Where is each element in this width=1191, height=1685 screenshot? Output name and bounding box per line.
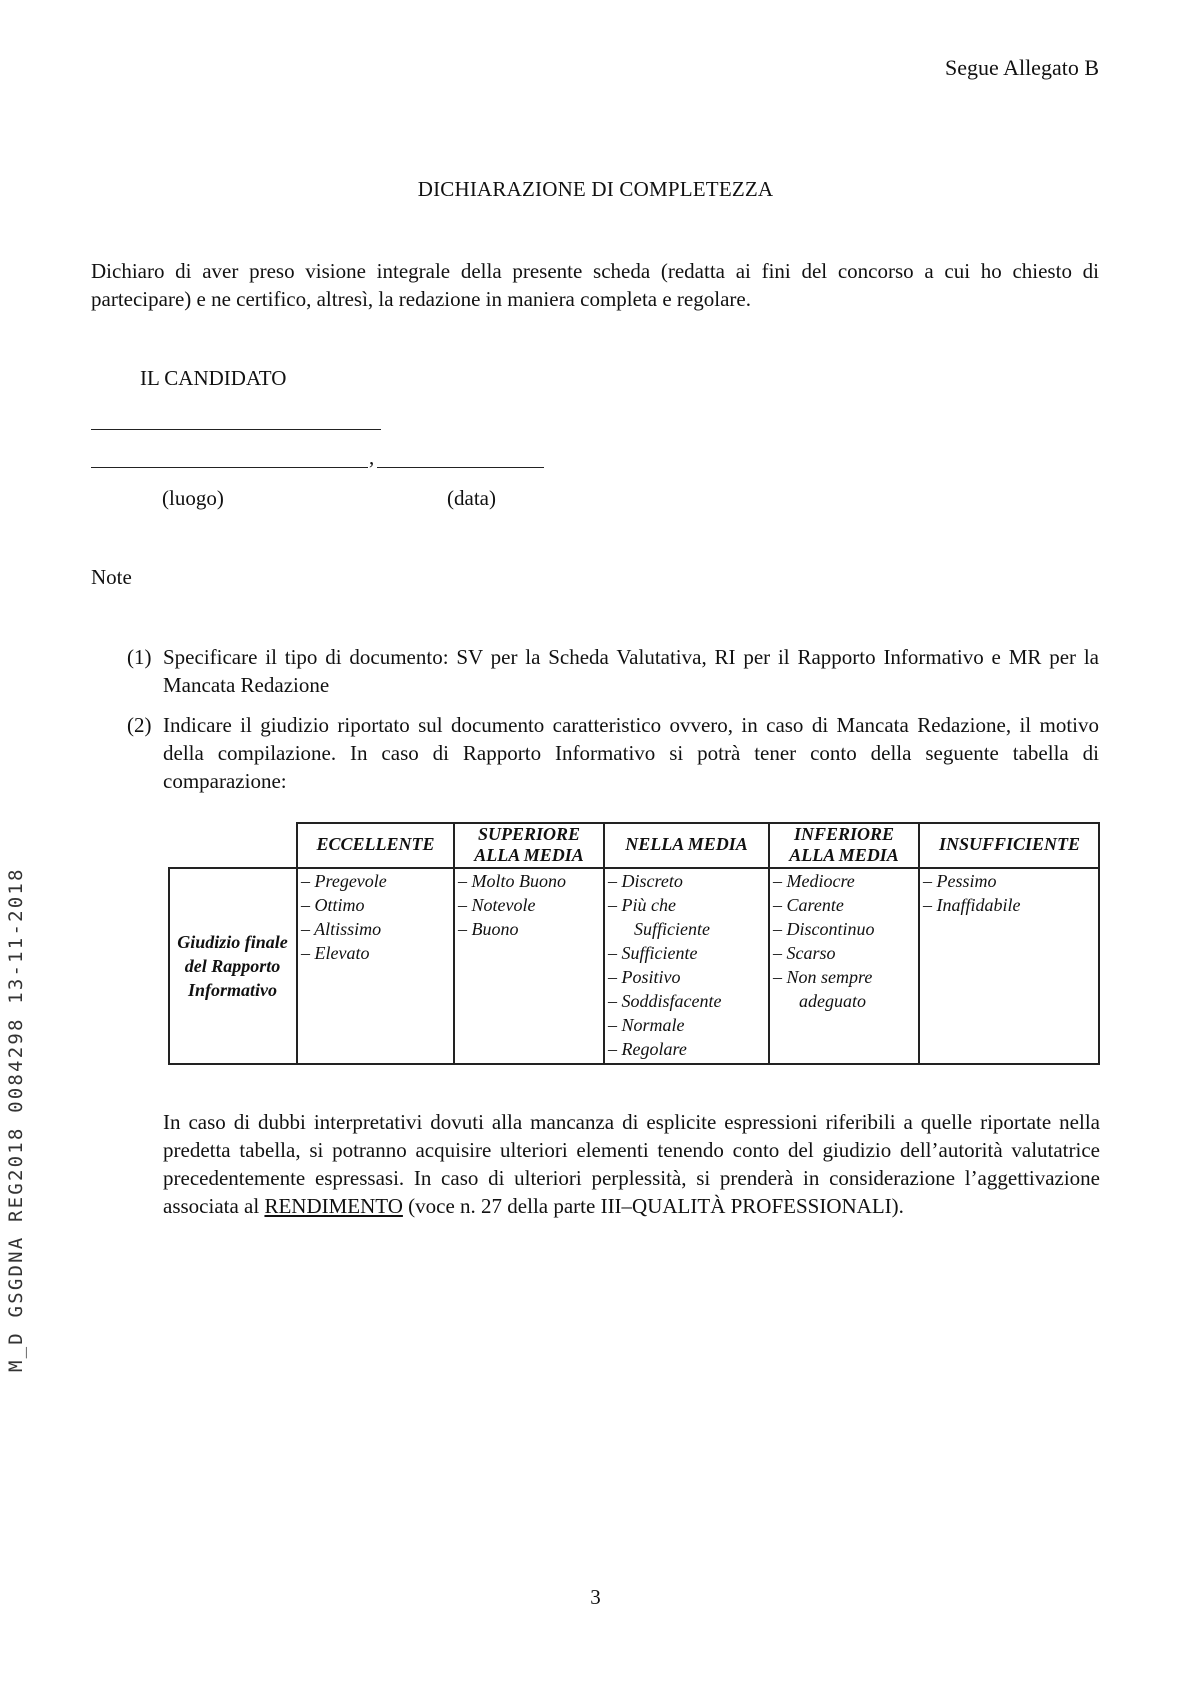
candidate-label: IL CANDIDATO [140, 366, 287, 390]
rendimento-underlined: RENDIMENTO [264, 1194, 403, 1218]
interpretation-paragraph: In caso di dubbi interpretativi dovuti alla mancanza di esplicite espressioni riferibili a quelle riportate nella predetta tabella, si potranno acquisire ulteriori elementi tenendo conto del giudizio dell’autorità valutatrice precedentemente espressasi. In caso di ulteriori perplessità, si prenderà in considerazione l’aggettivazione associata al RENDIMENTO (voce n. 27 della parte III–QUALITÀ PROFESSIONALI). [163, 1110, 1100, 1218]
table-border [1098, 822, 1100, 1065]
list-item: – Notevole [458, 895, 536, 915]
header-attachment-label: Segue Allegato B [945, 55, 1099, 80]
date-label: (data) [447, 486, 496, 510]
list-item: – Pessimo [923, 871, 997, 891]
table-cell-superiore [454, 867, 604, 941]
place-date-separator: , [369, 445, 375, 469]
note-text: Specificare il tipo di documento: SV per la Scheda Valutativa, RI per il Rapporto Informativo e MR per la Mancata Redazione [163, 645, 1099, 697]
table-cell-inferiore [769, 867, 919, 1013]
table-border [296, 822, 298, 1065]
list-item: Sufficiente [634, 919, 710, 939]
table-border [168, 867, 1100, 869]
list-item: – Elevato [301, 943, 370, 963]
note-item [127, 711, 1099, 795]
table-header-cell: ECCELLENTE [316, 834, 435, 854]
table-border [168, 1063, 1100, 1065]
list-item: – Inaffidabile [923, 895, 1021, 915]
table-header-cell: INFERIORE ALLA MEDIA [789, 823, 899, 865]
notes-title: Note [91, 565, 132, 589]
place-line [91, 467, 368, 468]
note-text: Indicare il giudizio riportato sul documento caratteristico ovvero, in caso di Mancata Redazione, il motivo della compilazione. In caso di Rapporto Informativo si potrà tener conto della seguente tabella di comparazione: [163, 713, 1099, 793]
list-item: – Ottimo [301, 895, 365, 915]
list-item: – Mediocre [773, 871, 855, 891]
list-item: – Buono [458, 919, 519, 939]
date-line [377, 467, 544, 468]
declaration-paragraph: Dichiaro di aver preso visione integrale della presente scheda (redatta ai fini del concorso a cui ho chiesto di partecipare) e ne certifico, altresì, la redazione in maniera completa e regolare. [91, 259, 1099, 311]
list-item: – Carente [773, 895, 844, 915]
table-border [768, 822, 770, 1065]
table-border [297, 822, 1100, 824]
table-cell-eccellente [297, 867, 454, 965]
page-number: 3 [590, 1585, 601, 1609]
table-border [453, 822, 455, 1065]
place-label: (luogo) [162, 486, 224, 510]
note-number: (1) [127, 645, 152, 669]
note-item [127, 643, 1099, 699]
table-header-cell: SUPERIORE ALLA MEDIA [474, 823, 584, 865]
table-border [918, 822, 920, 1065]
list-item: – Discontinuo [773, 919, 875, 939]
list-item: – Positivo [608, 967, 681, 987]
list-item: – Non sempre [773, 967, 873, 987]
list-item: – Pregevole [301, 871, 387, 891]
list-item: – Più che [608, 895, 676, 915]
list-item: adeguato [799, 991, 866, 1011]
comparison-table [168, 822, 1100, 1065]
table-header-cell: INSUFFICIENTE [938, 834, 1081, 854]
list-item: – Sufficiente [608, 943, 698, 963]
protocol-stamp: M_D GSGDNA REG2018 0084298 13-11-2018 [5, 867, 27, 1372]
signature-line [91, 429, 381, 430]
table-row-header: Giudizio finale del Rapporto Informativo [177, 932, 288, 1000]
list-item: – Discreto [608, 871, 683, 891]
table-cell-nella-media [604, 867, 769, 1061]
table-cell-insufficiente [919, 867, 1100, 917]
note-number: (2) [127, 713, 152, 737]
table-border [168, 867, 170, 1065]
page-title: DICHIARAZIONE DI COMPLETEZZA [417, 177, 774, 201]
table-border [603, 822, 605, 1065]
table-header-cell: NELLA MEDIA [625, 834, 748, 854]
list-item: – Normale [608, 1015, 685, 1035]
list-item: – Regolare [608, 1039, 687, 1059]
list-item: – Molto Buono [458, 871, 566, 891]
list-item: – Altissimo [301, 919, 382, 939]
list-item: – Soddisfacente [608, 991, 722, 1011]
list-item: – Scarso [773, 943, 836, 963]
